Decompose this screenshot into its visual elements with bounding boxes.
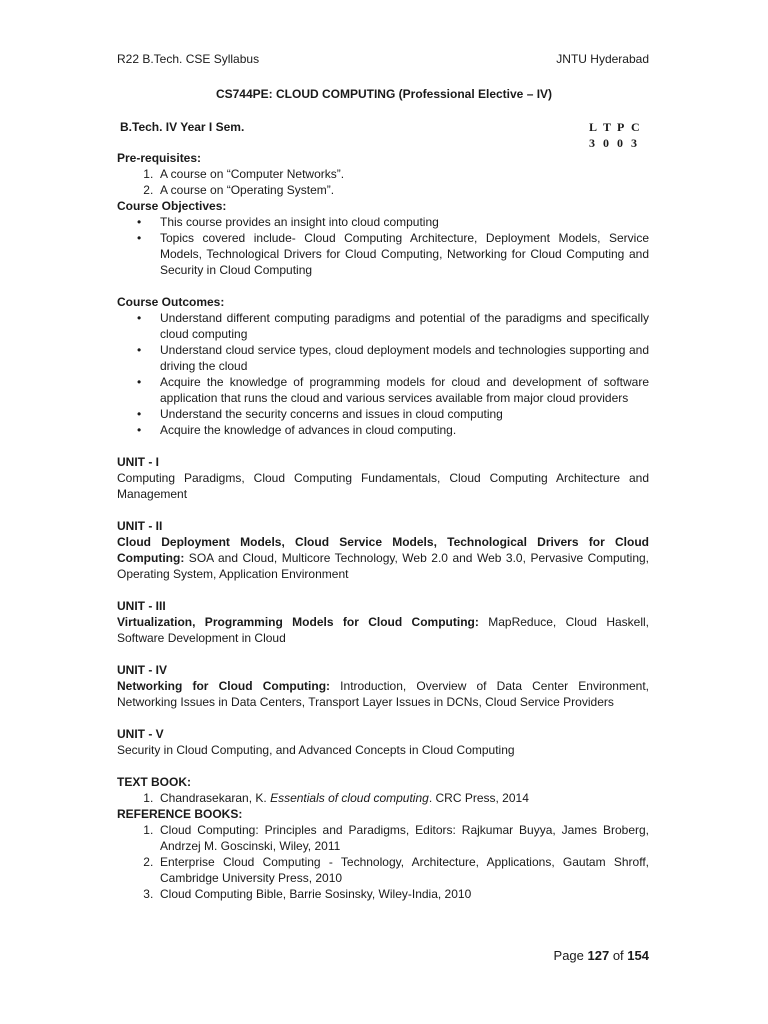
ltpc-label: C xyxy=(631,120,640,134)
ltpc-value: 3 xyxy=(631,136,637,150)
list-item: 1. Cloud Computing: Principles and Paradigms, Editors: Rajkumar Buyya, James Broberg, Andrzej M. Goscinski, Wiley, 2011 xyxy=(160,822,649,854)
page-prefix: Page xyxy=(553,948,588,963)
unit-text: SOA and Cloud, Multicore Technology, Web 2.0 and Web 3.0, Pervasive Computing, Operating System, Application Environment xyxy=(117,551,649,581)
textbook-author: Chandrasekaran, K. xyxy=(160,791,271,805)
list-item: • Understand different computing paradigms and potential of the paradigms and specifically cloud computing xyxy=(160,310,649,342)
ltpc-value: 0 xyxy=(617,136,623,150)
ltpc-labels xyxy=(589,119,645,135)
objectives-list xyxy=(117,214,649,278)
references-list xyxy=(117,822,649,902)
syllabus-body xyxy=(117,150,649,902)
page-current: 127 xyxy=(587,948,610,963)
list-item: • Understand the security concerns and issues in cloud computing xyxy=(160,406,649,422)
unit-title: UNIT - III xyxy=(117,599,166,613)
unit-topic: Cloud Deployment Models, Cloud Service Models, Technological Drivers for Cloud Computing: xyxy=(117,535,649,565)
list-item: 2. A course on “Operating System”. xyxy=(160,182,649,198)
course-title: CS744PE: CLOUD COMPUTING (Professional Elective – IV) xyxy=(215,87,553,101)
list-item: • Acquire the knowledge of programming models for cloud and development of software application that runs the cloud and various services available from major cloud providers xyxy=(160,374,649,406)
prerequisites-heading: Pre-requisites: xyxy=(117,151,202,165)
list-item: 3. Cloud Computing Bible, Barrie Sosinsky, Wiley-India, 2010 xyxy=(160,886,649,902)
outcomes-heading: Course Outcomes: xyxy=(117,295,225,309)
list-item: 2. Enterprise Cloud Computing - Technology, Architecture, Applications, Gautam Shroff, Cambridge University Press, 2010 xyxy=(160,854,649,886)
ltpc-value: 0 xyxy=(603,136,609,150)
unit-title: UNIT - IV xyxy=(117,663,167,677)
textbook-publisher: . CRC Press, 2014 xyxy=(428,791,529,805)
unit-content xyxy=(117,678,649,710)
unit-text: Security in Cloud Computing, and Advanced Concepts in Cloud Computing xyxy=(117,743,515,757)
prerequisites-list xyxy=(117,166,649,198)
unit-title: UNIT - II xyxy=(117,519,163,533)
semester: B.Tech. IV Year I Sem. xyxy=(120,120,245,134)
unit-topic: Virtualization, Programming Models for Cloud Computing: xyxy=(117,615,479,629)
list-item xyxy=(160,790,649,806)
ltpc-values xyxy=(589,135,645,151)
page-middle: of xyxy=(609,948,628,963)
references-heading: REFERENCE BOOKS: xyxy=(117,807,243,821)
unit-content xyxy=(117,614,649,646)
list-item: • This course provides an insight into cloud computing xyxy=(160,214,649,230)
list-item: • Topics covered include- Cloud Computing Architecture, Deployment Models, Service Models, Technological Drivers for Cloud Computing, Networking for Cloud Computing and Security in Cloud Computing xyxy=(160,230,649,278)
textbook-heading: TEXT BOOK: xyxy=(117,775,191,789)
page-total: 154 xyxy=(627,948,649,963)
outcomes-list xyxy=(117,310,649,438)
list-item: • Understand cloud service types, cloud deployment models and technologies supporting and driving the cloud xyxy=(160,342,649,374)
textbook-list xyxy=(117,790,649,806)
objectives-heading: Course Objectives: xyxy=(117,199,227,213)
unit-text: Computing Paradigms, Cloud Computing Fundamentals, Cloud Computing Architecture and Management xyxy=(117,471,649,501)
header-left: R22 B.Tech. CSE Syllabus xyxy=(117,52,260,66)
ltpc-value: 3 xyxy=(589,136,595,150)
unit-content xyxy=(117,470,649,502)
list-item: • Acquire the knowledge of advances in cloud computing. xyxy=(160,422,649,438)
unit-topic: Networking for Cloud Computing: xyxy=(117,679,331,693)
textbook-title: Essentials of cloud computing xyxy=(270,791,429,805)
ltpc-label: T xyxy=(603,120,612,134)
ltpc-label: L xyxy=(589,120,598,134)
list-item: 1. A course on “Computer Networks”. xyxy=(160,166,649,182)
unit-content xyxy=(117,742,649,758)
unit-text: MapReduce, Cloud Haskell, Software Development in Cloud xyxy=(117,615,650,645)
ltpc-table xyxy=(589,119,645,151)
unit-title: UNIT - V xyxy=(117,727,164,741)
ltpc-label: P xyxy=(617,120,625,134)
unit-content xyxy=(117,534,649,582)
unit-text: Introduction, Overview of Data Center Environment, Networking Issues in Data Centers, Transport Layer Issues in DCNs, Cloud Service Providers xyxy=(117,679,649,709)
header-right: JNTU Hyderabad xyxy=(556,52,649,66)
page-number xyxy=(554,948,649,963)
unit-title: UNIT - I xyxy=(117,455,159,469)
